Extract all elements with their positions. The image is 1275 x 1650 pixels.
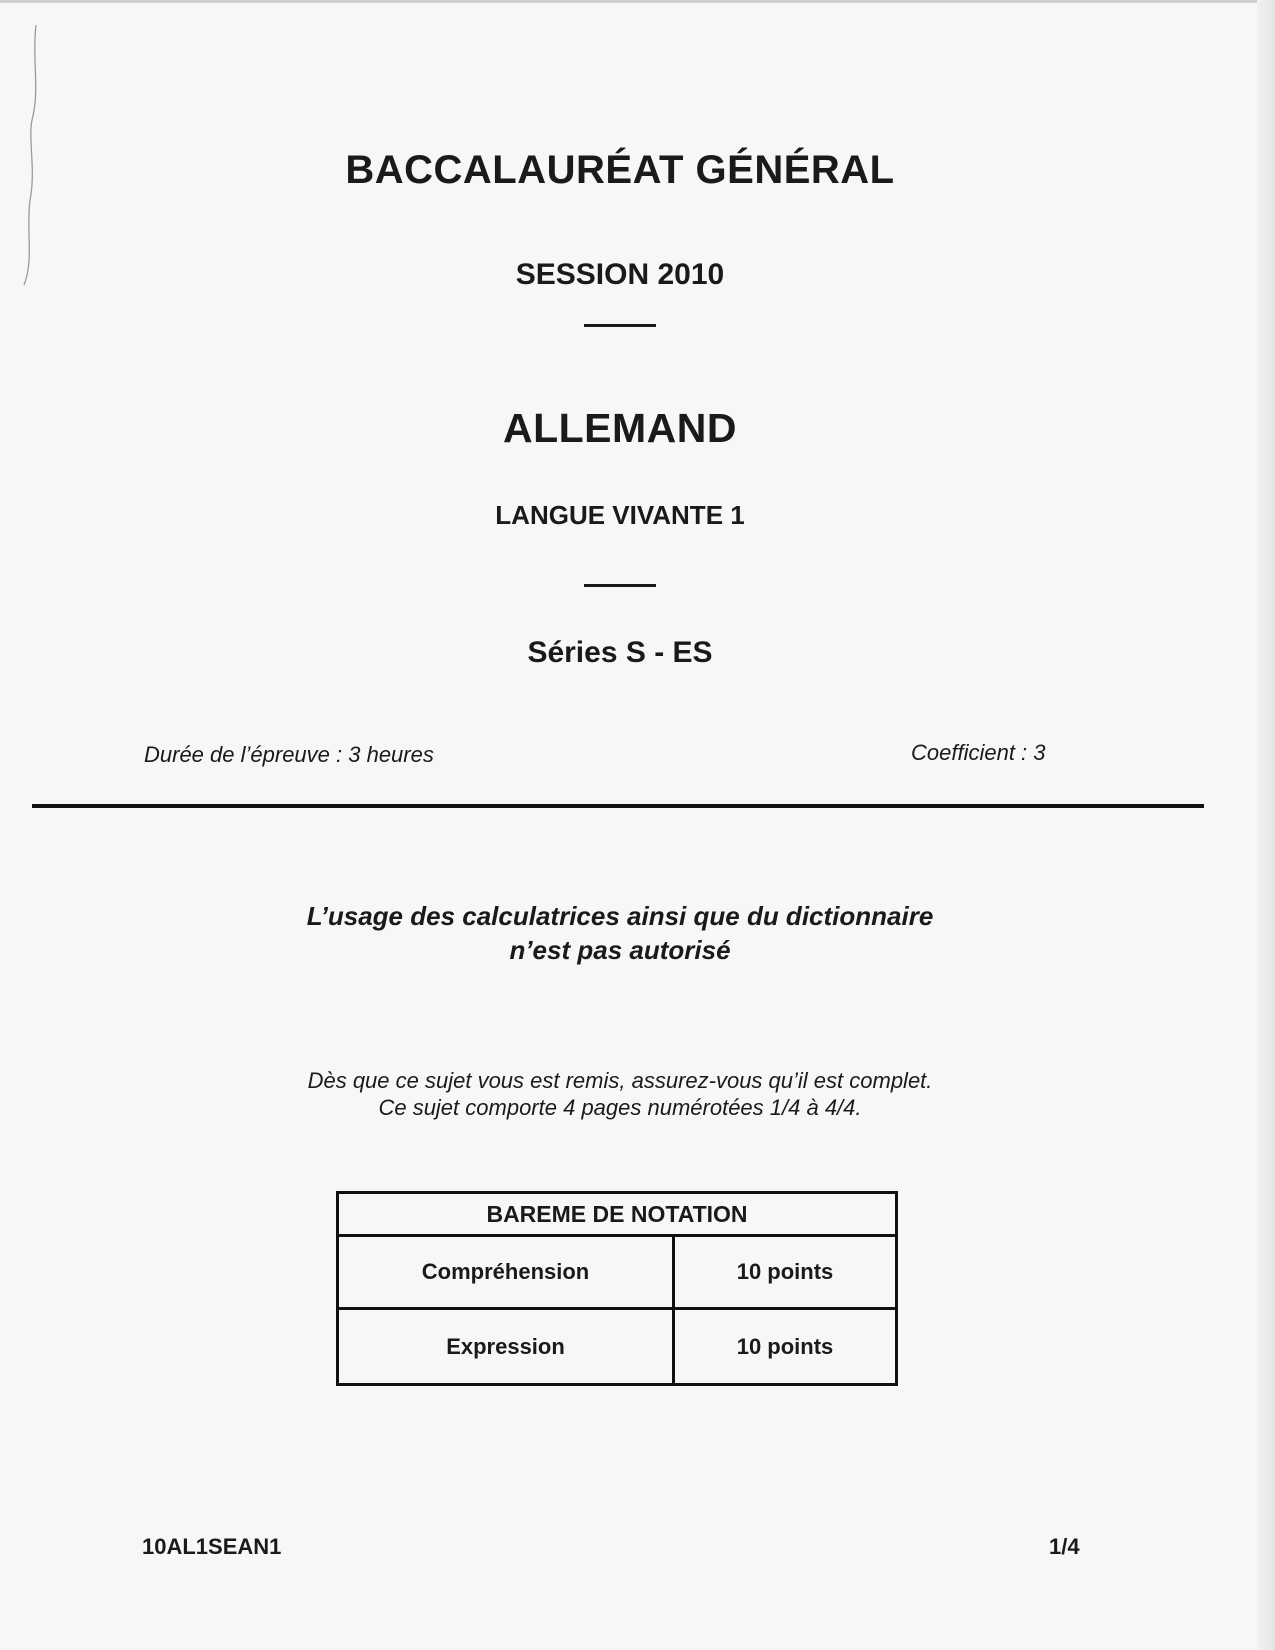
scan-right-edge [1257, 0, 1275, 1650]
page-number: 1/4 [1049, 1534, 1080, 1559]
exam-coefficient: Coefficient : 3 [911, 740, 1046, 765]
grading-criterion: Compréhension [339, 1237, 675, 1307]
divider-long [32, 804, 1204, 808]
session-label: SESSION 2010 [515, 258, 725, 291]
subject-title: ALLEMAND [502, 405, 738, 451]
language-level: LANGUE VIVANTE 1 [495, 500, 745, 530]
notice-line: L’usage des calculatrices ainsi que du dictionnaire [306, 901, 934, 931]
exam-duration: Durée de l’épreuve : 3 heures [144, 742, 434, 767]
document-code: 10AL1SEAN1 [142, 1534, 282, 1559]
divider-short [584, 324, 656, 327]
scan-top-edge [0, 0, 1275, 3]
table-row [339, 1237, 895, 1310]
table-row [339, 1310, 895, 1383]
notice-line: n’est pas autorisé [509, 935, 731, 965]
series-label: Séries S - ES [527, 636, 713, 669]
grading-table [336, 1191, 898, 1386]
grading-criterion: Expression [339, 1310, 675, 1383]
instruction-line: Dès que ce sujet vous est remis, assurez-vous qu’il est complet. [307, 1068, 933, 1093]
grading-points: 10 points [736, 1259, 834, 1284]
instruction-line: Ce sujet comporte 4 pages numérotées 1/4 à 4/4. [378, 1095, 862, 1120]
divider-short [584, 584, 656, 587]
grading-table-header: BAREME DE NOTATION [339, 1194, 895, 1237]
grading-points: 10 points [736, 1333, 834, 1359]
exam-title: BACCALAURÉAT GÉNÉRAL [345, 148, 895, 192]
